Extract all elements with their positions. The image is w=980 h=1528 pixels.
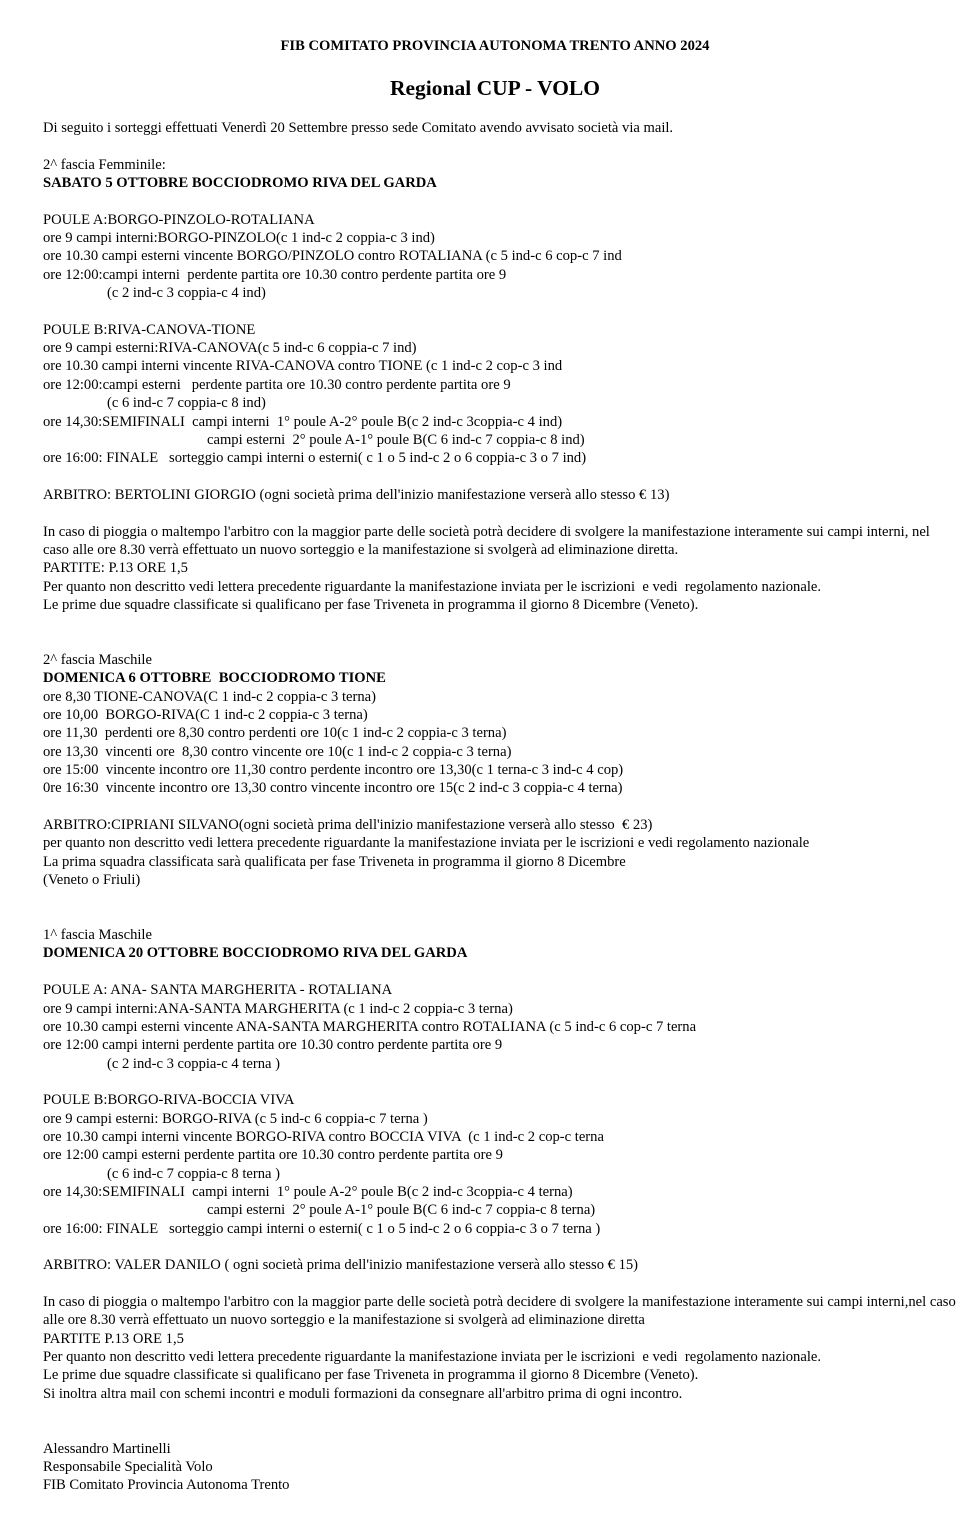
spacer bbox=[43, 1275, 958, 1293]
document-title: Regional CUP - VOLO bbox=[389, 76, 600, 100]
section-femminile bbox=[43, 156, 958, 615]
spacer bbox=[43, 1238, 958, 1256]
category-label: 2^ fascia Maschile bbox=[43, 651, 152, 668]
note-line: Le prime due squadre classificate si qualificano per fase Triveneta in programma il giorno 8 Dicembre (Veneto). bbox=[43, 596, 699, 613]
signature-block bbox=[43, 1440, 958, 1495]
schedule-line: (c 2 ind-c 3 coppia-c 4 terna ) bbox=[107, 1055, 281, 1072]
schedule-line: 0re 16:30 vincente incontro ore 13,30 contro vincente incontro ore 15(c 2 ind-c 3 coppia-c 4 terna) bbox=[43, 780, 623, 797]
note-line: Per quanto non descritto vedi lettera precedente riguardante la manifestazione inviata per le iscrizioni e vedi regolamento nazionale. bbox=[43, 578, 822, 595]
schedule-line: ore 10.30 campi esterni vincente BORGO/PINZOLO contro ROTALIANA (c 5 ind-c 6 cop-c 7 ind bbox=[43, 248, 622, 265]
schedule-line: ore 10.30 campi interni vincente RIVA-CANOVA contro TIONE (c 1 ind-c 2 cop-c 3 ind bbox=[43, 358, 563, 375]
schedule-line: (c 6 ind-c 7 coppia-c 8 ind) bbox=[107, 395, 266, 412]
spacer bbox=[43, 468, 958, 486]
section-maschile-2 bbox=[43, 651, 958, 889]
schedule-line: ore 10.30 campi interni vincente BORGO-RIVA contro BOCCIA VIVA (c 1 ind-c 2 cop-c terna bbox=[43, 1128, 604, 1145]
referee-line: ARBITRO: VALER DANILO ( ogni società prima dell'inizio manifestazione verserà allo stesso € 15) bbox=[43, 1257, 639, 1274]
spacer bbox=[43, 963, 958, 981]
schedule-line: ore 11,30 perdenti ore 8,30 contro perdenti ore 10(c 1 ind-c 2 coppia-c 3 terna) bbox=[43, 725, 507, 742]
signature-org: FIB Comitato Provincia Autonoma Trento bbox=[43, 1477, 290, 1494]
spacer bbox=[43, 889, 958, 907]
schedule-line: ore 12:00 campi interni perdente partita ore 10.30 contro perdente partita ore 9 bbox=[43, 1037, 503, 1054]
note-line: PARTITE: P.13 ORE 1,5 bbox=[43, 560, 188, 577]
spacer bbox=[43, 798, 958, 816]
document-body bbox=[43, 119, 958, 1495]
schedule-line: ore 14,30:SEMIFINALI campi interni 1° poule A-2° poule B(c 2 ind-c 3coppia-c 4 terna) bbox=[43, 1183, 573, 1200]
signature-role: Responsabile Specialità Volo bbox=[43, 1459, 213, 1476]
note-paragraph: In caso di pioggia o maltempo l'arbitro con la maggior parte delle società potrà decidere di svolgere la manifestazione interamente sui campi interni,nel caso alle ore 8.30 verrà effettuato un nuovo sorteggio e la manifestazione si svolgerà ad eliminazione diretta bbox=[43, 1294, 956, 1329]
note-line: per quanto non descritto vedi lettera precedente riguardante la manifestazione inviata per le iscrizioni e vedi regolamento nazionale bbox=[43, 835, 810, 852]
schedule-line: ore 10.30 campi esterni vincente ANA-SANTA MARGHERITA contro ROTALIANA (c 5 ind-c 6 cop-c 7 terna bbox=[43, 1018, 697, 1035]
schedule-line: ore 10,00 BORGO-RIVA(C 1 ind-c 2 coppia-c 3 terna) bbox=[43, 707, 368, 723]
schedule-line: ore 9 campi interni:BORGO-PINZOLO(c 1 ind-c 2 coppia-c 3 ind) bbox=[43, 230, 435, 247]
poule-title: POULE A:BORGO-PINZOLO-ROTALIANA bbox=[43, 211, 315, 228]
schedule-line: ore 12:00:campi interni perdente partita ore 10.30 contro perdente partita ore 9 bbox=[43, 266, 507, 283]
note-line: PARTITE P.13 ORE 1,5 bbox=[43, 1330, 184, 1347]
schedule-line: ore 9 campi interni:ANA-SANTA MARGHERITA (c 1 ind-c 2 coppia-c 3 terna) bbox=[43, 1000, 513, 1017]
note-line: Le prime due squadre classificate si qualificano per fase Triveneta in programma il giorno 8 Dicembre (Veneto). bbox=[43, 1367, 699, 1384]
poule-title: POULE B:BORGO-RIVA-BOCCIA VIVA bbox=[43, 1092, 295, 1109]
schedule-line: campi esterni 2° poule A-1° poule B(C 6 ind-c 7 coppia-c 8 terna) bbox=[207, 1202, 596, 1219]
spacer bbox=[43, 302, 958, 320]
schedule-line: campi esterni 2° poule A-1° poule B(C 6 ind-c 7 coppia-c 8 ind) bbox=[207, 431, 585, 448]
schedule-line: ore 8,30 TIONE-CANOVA(C 1 ind-c 2 coppia-c 3 terna) bbox=[43, 688, 377, 705]
category-label: 1^ fascia Maschile bbox=[43, 927, 152, 944]
signature-name: Alessandro Martinelli bbox=[43, 1440, 171, 1457]
schedule-line: ore 9 campi esterni: BORGO-RIVA (c 5 ind-c 6 coppia-c 7 terna ) bbox=[43, 1110, 428, 1127]
poule-title: POULE A: ANA- SANTA MARGHERITA - ROTALIANA bbox=[43, 982, 393, 999]
note-line: La prima squadra classificata sarà qualificata per fase Triveneta in programma il giorno 8 Dicembre bbox=[43, 853, 626, 870]
category-label: 2^ fascia Femminile: bbox=[43, 156, 166, 173]
spacer bbox=[43, 1421, 958, 1439]
intro-text: Di seguito i sorteggi effettuati Venerdì 20 Settembre presso sede Comitato avendo avvisato società via mail. bbox=[43, 120, 674, 136]
note-line: Si inoltra altra mail con schemi incontri e moduli formazioni da consegnare all'arbitro prima di ogni incontro. bbox=[43, 1385, 683, 1402]
note-paragraph: In caso di pioggia o maltempo l'arbitro con la maggior parte delle società potrà decidere di svolgere la manifestazione interamente sui campi interni, nel caso alle ore 8.30 verrà effettuato un nuovo sorteggio e la manifestazione si svolgerà ad eliminazione diretta. bbox=[43, 523, 930, 558]
section-maschile-1 bbox=[43, 926, 958, 1403]
spacer bbox=[43, 633, 958, 651]
spacer bbox=[43, 908, 958, 926]
schedule-line: (c 2 ind-c 3 coppia-c 4 ind) bbox=[107, 285, 266, 302]
schedule-line: ore 12:00 campi esterni perdente partita ore 10.30 contro perdente partita ore 9 bbox=[43, 1147, 503, 1164]
schedule-line: ore 16:00: FINALE sorteggio campi interni o esterni( c 1 o 5 ind-c 2 o 6 coppia-c 3 o 7 terna ) bbox=[43, 1220, 601, 1237]
referee-line: ARBITRO: BERTOLINI GIORGIO (ogni società prima dell'inizio manifestazione verserà allo stesso € 13) bbox=[43, 486, 670, 503]
event-heading: DOMENICA 20 OTTOBRE BOCCIODROMO RIVA DEL GARDA bbox=[43, 945, 468, 962]
schedule-line: ore 16:00: FINALE sorteggio campi interni o esterni( c 1 o 5 ind-c 2 o 6 coppia-c 3 o 7 ind) bbox=[43, 450, 587, 467]
schedule-line: ore 12:00:campi esterni perdente partita ore 10.30 contro perdente partita ore 9 bbox=[43, 376, 511, 393]
referee-line: ARBITRO:CIPRIANI SILVANO(ogni società prima dell'inizio manifestazione verserà allo stesso € 23) bbox=[43, 817, 653, 834]
spacer bbox=[43, 1073, 958, 1091]
event-heading: SABATO 5 OTTOBRE BOCCIODROMO RIVA DEL GARDA bbox=[43, 175, 437, 192]
schedule-line: ore 13,30 vincenti ore 8,30 contro vincente ore 10(c 1 ind-c 2 coppia-c 3 terna) bbox=[43, 743, 512, 760]
spacer bbox=[43, 192, 958, 210]
spacer bbox=[43, 137, 958, 155]
schedule-line: ore 9 campi esterni:RIVA-CANOVA(c 5 ind-c 6 coppia-c 7 ind) bbox=[43, 340, 417, 357]
organization-header: FIB COMITATO PROVINCIA AUTONOMA TRENTO ANNO 2024 bbox=[280, 38, 710, 54]
spacer bbox=[43, 504, 958, 522]
schedule-line: ore 15:00 vincente incontro ore 11,30 contro perdente incontro ore 13,30(c 1 terna-c 3 ind-c 4 cop) bbox=[43, 762, 624, 779]
note-line: (Veneto o Friuli) bbox=[43, 872, 141, 889]
spacer bbox=[43, 614, 958, 632]
poule-title: POULE B:RIVA-CANOVA-TIONE bbox=[43, 321, 256, 338]
schedule-line: ore 14,30:SEMIFINALI campi interni 1° poule A-2° poule B(c 2 ind-c 3coppia-c 4 ind) bbox=[43, 413, 563, 430]
spacer bbox=[43, 1403, 958, 1421]
note-line: Per quanto non descritto vedi lettera precedente riguardante la manifestazione inviata per le iscrizioni e vedi regolamento nazionale. bbox=[43, 1349, 822, 1366]
event-heading: DOMENICA 6 OTTOBRE BOCCIODROMO TIONE bbox=[43, 670, 386, 687]
schedule-line: (c 6 ind-c 7 coppia-c 8 terna ) bbox=[107, 1165, 281, 1182]
